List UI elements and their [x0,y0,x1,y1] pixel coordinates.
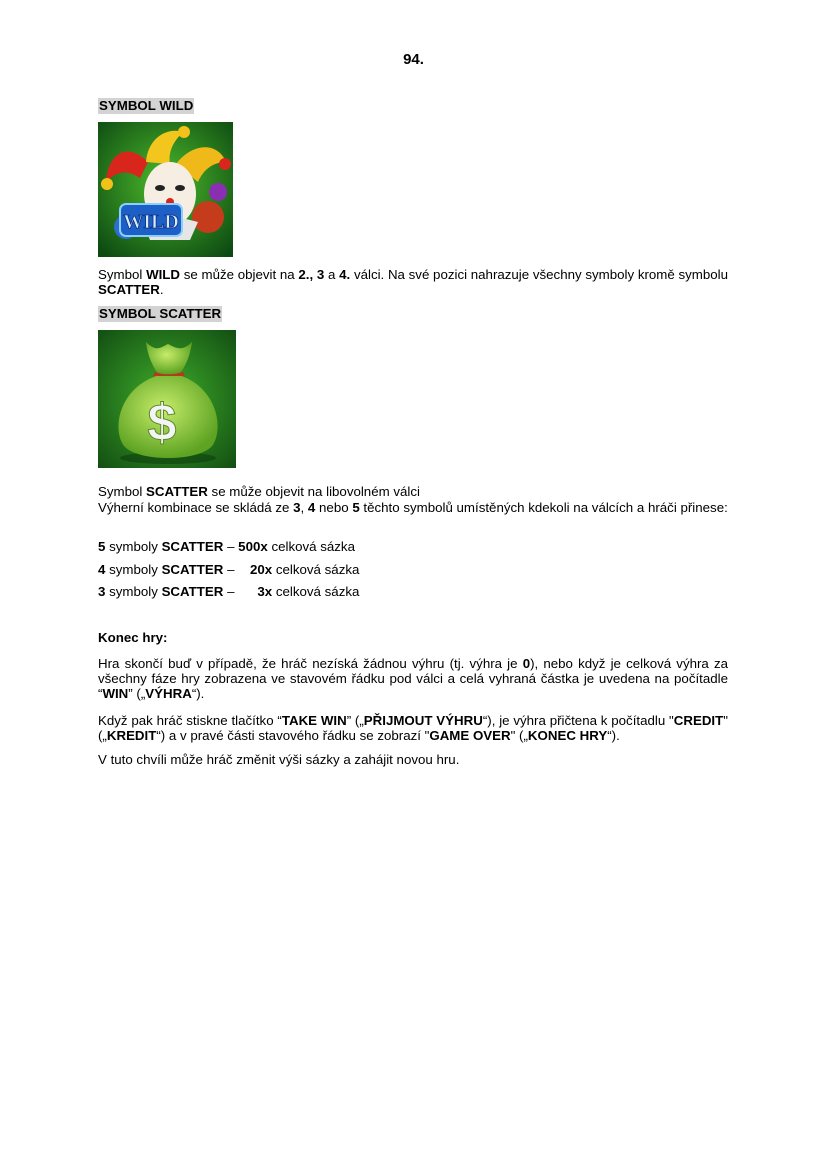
wild-badge-text: WILD [123,211,179,233]
wild-symbol-image [98,122,233,257]
scatter-description: Symbol SCATTER se může objevit na libovolném válci [98,484,420,499]
game-end-heading: Konec hry: [98,630,168,645]
wild-description: Symbol WILD se může objevit na 2., 3 a 4. válci. Na své pozici nahrazuje všechny symboly kromě symbolu SCATTER. [98,267,728,297]
page-number: 94. [403,51,424,68]
payout-row: 4 symboly SCATTER – 20x celková sázka [98,562,360,577]
jester-wild-icon [98,122,233,257]
svg-text:$: $ [147,394,177,452]
game-end-paragraph-1: Hra skončí buď v případě, že hráč nezíská žádnou výhru (tj. výhra je 0), nebo když je celková výhra za všechny fáze hry zobrazena ve stavovém řádku pod válci a celá vyhraná částka je uvedena na počítadle “WIN” („VÝHRA“). [98,656,729,701]
game-end-paragraph-2: Když pak hráč stiskne tlačítko “TAKE WIN” („PŘIJMOUT VÝHRU“), je výhra přičtena k počítadlu "CREDIT" („KREDIT“) a v pravé části stavového řádku se zobrazí "GAME OVER" („KONEC HRY“). [98,713,728,743]
payout-row: 5 symboly SCATTER – 500x celková sázka [98,539,355,554]
payout-row: 3 symboly SCATTER – 3x celková sázka [98,584,360,599]
scatter-heading: SYMBOL SCATTER [99,306,222,321]
scatter-combination-text: Výherní kombinace se skládá ze 3, 4 nebo 5 těchto symbolů umístěných kdekoli na válcích a hráči přinese: [98,500,728,515]
scatter-symbol-image [98,330,236,468]
game-end-paragraph-3: V tuto chvíli může hráč změnit výši sázky a zahájit novou hru. [98,752,460,767]
money-bag-icon [98,330,236,468]
wild-heading: SYMBOL WILD [99,98,194,113]
